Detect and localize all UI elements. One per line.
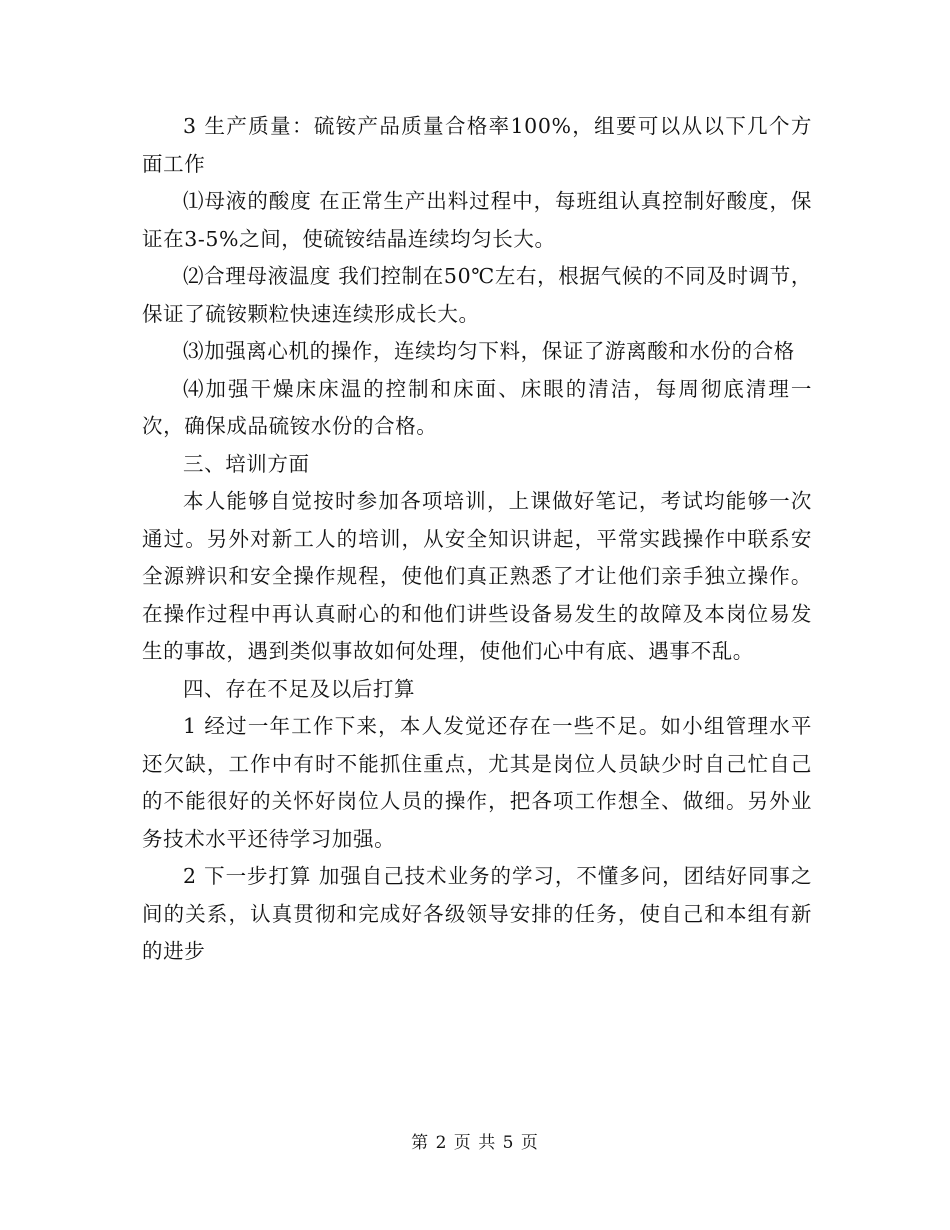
paragraph-item-2-temperature: ⑵合理母液温度 我们控制在50℃左右，根据气候的不同及时调节，保证了硫铵颗粒快速连续形成长大。 — [142, 264, 812, 326]
section-heading-training: 三、培训方面 — [183, 451, 310, 476]
paragraph-production-quality: 3 生产质量：硫铵产品质量合格率100%，组要可以从以下几个方面工作 — [142, 114, 812, 176]
document-body — [142, 108, 812, 971]
paragraph-next-steps: 2 下一步打算 加强自己技术业务的学习，不懂多问，团结好同事之间的关系，认真贯彻和完成好各级领导安排的任务，使自己和本组有新的进步 — [142, 864, 812, 963]
paragraph-item-3-centrifuge: ⑶加强离心机的操作，连续均匀下料，保证了游离酸和水份的合格 — [183, 339, 795, 363]
paragraph-training: 本人能够自觉按时参加各项培训，上课做好笔记，考试均能够一次通过。另外对新工人的培训，从安全知识讲起，平常实践操作中联系安全源辨识和安全操作规程，使他们真正熟悉了才让他们亲手独立操作。在操作过程中再认真耐心的和他们讲些设备易发生的故障及本岗位易发生的事故，遇到类似事故如何处理，使他们心中有底、遇事不乱。 — [142, 489, 812, 663]
paragraph-item-4-dryer: ⑷加强干燥床床温的控制和床面、床眼的清洁，每周彻底清理一次，确保成品硫铵水份的合格。 — [142, 376, 812, 438]
paragraph-item-1-acidity: ⑴母液的酸度 在正常生产出料过程中，每班组认真控制好酸度，保证在3-5%之间，使硫铵结晶连续均匀长大。 — [142, 189, 812, 251]
page-footer: 第 2 页 共 5 页 — [411, 1133, 539, 1153]
section-heading-shortcomings: 四、存在不足及以后打算 — [183, 676, 416, 701]
paragraph-shortcomings: 1 经过一年工作下来，本人发觉还存在一些不足。如小组管理水平还欠缺，工作中有时不能抓住重点，尤其是岗位人员缺少时自己忙自己的不能很好的关怀好岗位人员的操作，把各项工作想全、做细。另外业务技术水平还待学习加强。 — [142, 714, 812, 851]
